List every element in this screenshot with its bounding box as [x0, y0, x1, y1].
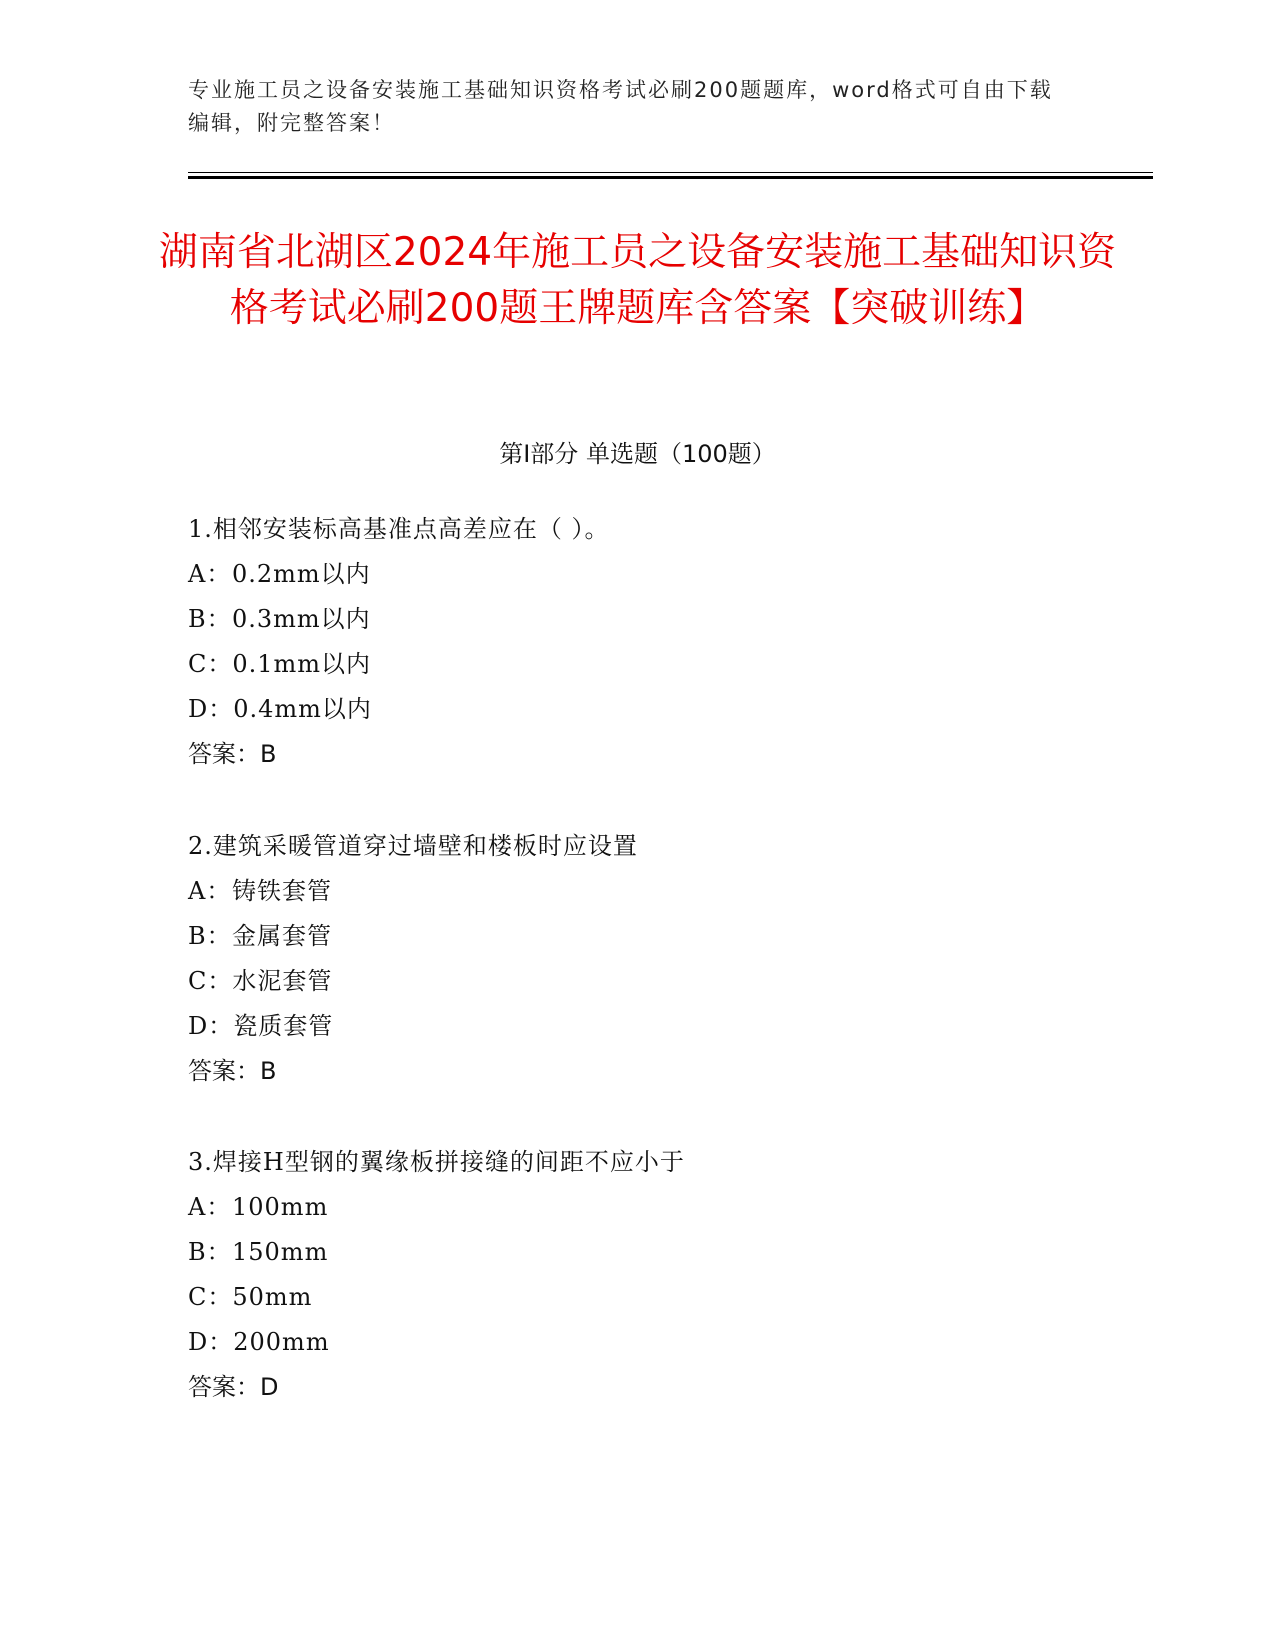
option-b — [188, 602, 1088, 647]
option-text: 150mm — [232, 1238, 329, 1266]
option-a — [188, 874, 1088, 919]
option-letter: B： — [188, 1238, 232, 1266]
option-text: 0.1mm以内 — [232, 650, 372, 678]
option-letter: C： — [188, 1283, 233, 1311]
option-letter: C： — [188, 967, 233, 995]
header-note: 专业施工员之设备安装施工基础知识资格考试必刷200题题库，word格式可自由下载编辑，附完整答案！ — [188, 78, 1053, 135]
header-rule-thick — [188, 176, 1153, 179]
option-d — [188, 1009, 1088, 1054]
question-3 — [188, 1145, 1088, 1415]
option-text: 100mm — [232, 1193, 329, 1221]
section-heading: 第I部分 单选题（100题） — [499, 440, 776, 468]
option-d — [188, 1325, 1088, 1370]
option-b — [188, 1235, 1088, 1280]
option-a — [188, 1190, 1088, 1235]
option-letter: C： — [188, 650, 233, 678]
question-stem: 3.焊接H型钢的翼缘板拼接缝的间距不应小于 — [188, 1148, 685, 1176]
option-c — [188, 964, 1088, 1009]
option-b — [188, 919, 1088, 964]
option-text: 50mm — [232, 1283, 313, 1311]
option-text: 铸铁套管 — [232, 877, 332, 905]
question-stem: 2.建筑采暖管道穿过墙壁和楼板时应设置 — [188, 832, 638, 860]
answer: 答案：B — [188, 740, 277, 768]
option-letter: A： — [188, 560, 232, 588]
option-letter: B： — [188, 605, 232, 633]
option-text: 0.3mm以内 — [232, 605, 371, 633]
option-text: 瓷质套管 — [233, 1012, 334, 1040]
option-text: 0.2mm以内 — [232, 560, 371, 588]
question-stem: 1.相邻安装标高基准点高差应在（ ）。 — [188, 515, 610, 543]
option-letter: A： — [188, 1193, 232, 1221]
document-title: 湖南省北湖区2024年施工员之设备安装施工基础知识资格考试必刷200题王牌题库含答案【突破训练】 — [158, 230, 1117, 331]
question-2 — [188, 829, 1088, 1099]
option-text: 水泥套管 — [232, 967, 333, 995]
question-1 — [188, 512, 1088, 782]
answer: 答案：B — [188, 1057, 277, 1085]
option-c — [188, 1280, 1088, 1325]
option-letter: B： — [188, 922, 232, 950]
answer: 答案：D — [188, 1373, 279, 1401]
option-letter: A： — [188, 877, 232, 905]
option-a — [188, 557, 1088, 602]
header-rule-thin — [188, 172, 1153, 173]
option-text: 200mm — [233, 1328, 330, 1356]
option-letter: D： — [188, 1328, 234, 1356]
option-text: 金属套管 — [232, 922, 332, 950]
option-text: 0.4mm以内 — [233, 695, 372, 723]
option-c — [188, 647, 1088, 692]
option-letter: D： — [188, 695, 234, 723]
option-d — [188, 692, 1088, 737]
option-letter: D： — [188, 1012, 234, 1040]
